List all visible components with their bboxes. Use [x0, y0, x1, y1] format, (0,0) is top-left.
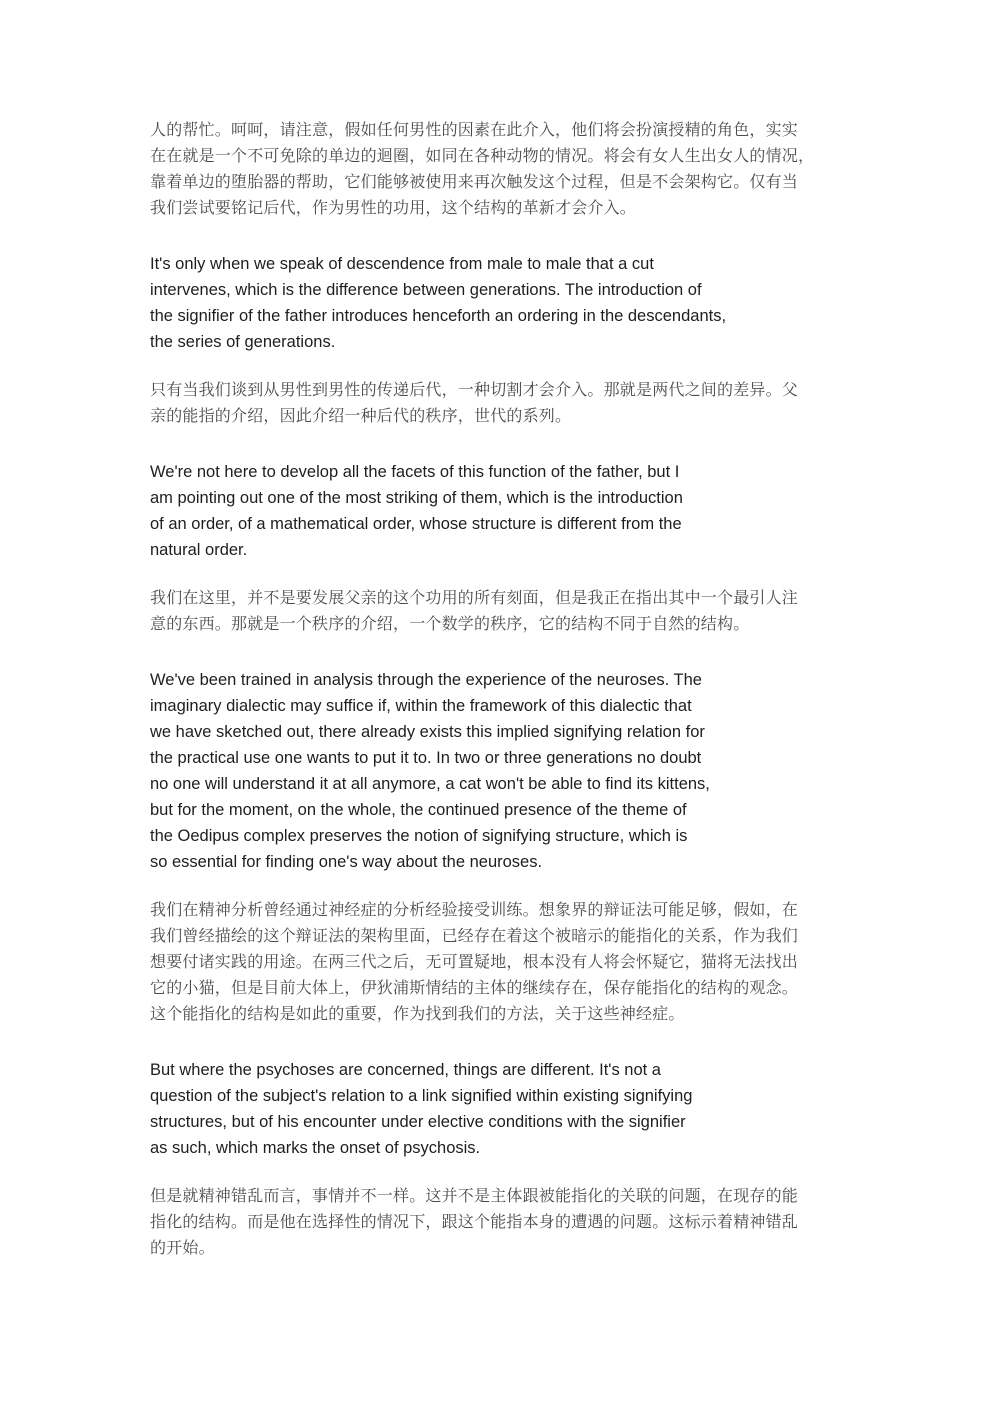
- paragraph-en-1: [150, 251, 790, 355]
- paragraph-zh-3: [150, 585, 850, 637]
- text-line: But where the psychoses are concerned, things are different. It's not a: [150, 1061, 661, 1079]
- text-line: natural order.: [150, 541, 248, 559]
- text-line: question of the subject's relation to a link signified within existing signifying: [150, 1087, 693, 1105]
- text-line: we have sketched out, there already exists this implied signifying relation for: [150, 723, 705, 741]
- text-line: We're not here to develop all the facets of this function of the father, but I: [150, 463, 680, 481]
- text-line: structures, but of his encounter under elective conditions with the signifier: [150, 1113, 686, 1131]
- text-line: 靠着单边的堕胎器的帮助，它们能够被使用来再次触发这个过程，但是不会架构它。仅有当: [150, 172, 799, 191]
- paragraph-zh-1: [150, 117, 850, 221]
- text-line: 但是就精神错乱而言，事情并不一样。这并不是主体跟被能指化的关联的问题，在现存的能: [150, 1186, 799, 1205]
- text-line: the Oedipus complex preserves the notion of signifying structure, which is: [150, 827, 688, 845]
- text-line: 只有当我们谈到从男性到男性的传递后代，一种切割才会介入。那就是两代之间的差异。父: [150, 380, 799, 399]
- text-line: 我们在精神分析曾经通过神经症的分析经验接受训练。想象界的辩证法可能足够，假如，在: [150, 900, 799, 919]
- text-line: of an order, of a mathematical order, whose structure is different from the: [150, 515, 682, 533]
- paragraph-zh-5: [150, 1183, 850, 1261]
- paragraph-en-3: [150, 667, 790, 875]
- text-line: the practical use one wants to put it to. In two or three generations no doubt: [150, 749, 702, 767]
- paragraph-zh-4: [150, 897, 850, 1027]
- text-line: imaginary dialectic may suffice if, within the framework of this dialectic that: [150, 697, 692, 715]
- paragraph-en-4: [150, 1057, 790, 1161]
- text-line: 我们在这里，并不是要发展父亲的这个功用的所有刻面，但是我正在指出其中一个最引人注: [150, 588, 799, 607]
- text-line: 它的小猫，但是目前大体上，伊狄浦斯情结的主体的继续存在，保存能指化的结构的观念。: [150, 978, 799, 997]
- text-line: 意的东西。那就是一个秩序的介绍，一个数学的秩序，它的结构不同于自然的结构。: [150, 614, 750, 633]
- text-line: 指化的结构。而是他在选择性的情况下，跟这个能指本身的遭遇的问题。这标示着精神错乱: [150, 1212, 799, 1231]
- text-line: 我们尝试要铭记后代，作为男性的功用，这个结构的革新才会介入。: [150, 198, 637, 217]
- text-line: the signifier of the father introduces henceforth an ordering in the descendants,: [150, 307, 727, 325]
- text-line: as such, which marks the onset of psychosis.: [150, 1139, 481, 1157]
- text-line: but for the moment, on the whole, the continued presence of the theme of: [150, 801, 687, 819]
- text-line: the series of generations.: [150, 333, 336, 351]
- text-line: 我们曾经描绘的这个辩证法的架构里面，已经存在着这个被暗示的能指化的关系，作为我们: [150, 926, 799, 945]
- paragraph-en-2: [150, 459, 790, 563]
- text-line: It's only when we speak of descendence from male to male that a cut: [150, 255, 654, 273]
- text-line: intervenes, which is the difference between generations. The introduction of: [150, 281, 702, 299]
- text-line: 亲的能指的介绍，因此介绍一种后代的秩序，世代的系列。: [150, 406, 572, 425]
- text-line: 的开始。: [150, 1238, 215, 1257]
- text-line: We've been trained in analysis through the experience of the neuroses. The: [150, 671, 702, 689]
- text-line: 在在就是一个不可免除的单边的迴圈，如同在各种动物的情况。将会有女人生出女人的情况，: [150, 146, 815, 165]
- text-line: 人的帮忙。呵呵，请注意，假如任何男性的因素在此介入，他们将会扮演授精的角色，实实: [150, 120, 799, 139]
- text-line: no one will understand it at all anymore, a cat won't be able to find its kittens,: [150, 775, 710, 793]
- text-line: 想要付诸实践的用途。在两三代之后，无可置疑地，根本没有人将会怀疑它，猫将无法找出: [150, 952, 799, 971]
- text-line: am pointing out one of the most striking of them, which is the introduction: [150, 489, 683, 507]
- text-line: 这个能指化的结构是如此的重要，作为找到我们的方法，关于这些神经症。: [150, 1004, 685, 1023]
- text-line: so essential for finding one's way about the neuroses.: [150, 853, 543, 871]
- paragraph-zh-2: [150, 377, 850, 429]
